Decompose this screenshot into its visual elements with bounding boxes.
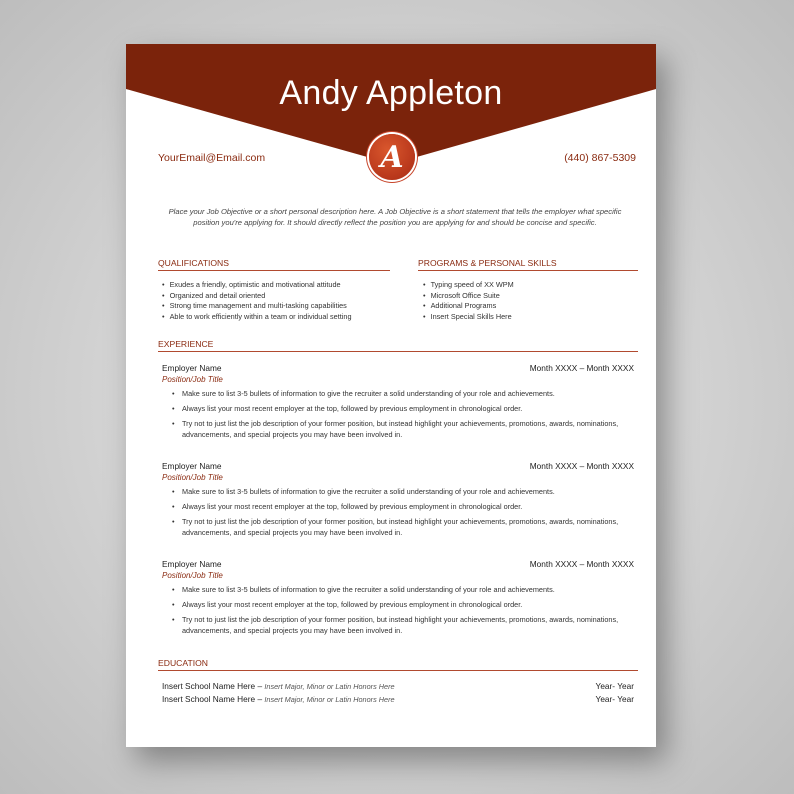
list-item: • Try not to just list the job description of your former position, but instead highlight your achievements, promotions, awards, nominations, advancements, and special projects you may have been involved in. (162, 517, 634, 538)
major: Insert Major, Minor or Latin Honors Here (264, 695, 395, 704)
list-item: • Always list your most recent employer at the top, followed by previous employment in chronological order. (162, 502, 634, 513)
employer-name: Employer Name (162, 461, 222, 471)
employer-name: Employer Name (162, 559, 222, 569)
school-name: Insert School Name Here (162, 694, 256, 704)
email-address: YourEmail@Email.com (158, 152, 266, 164)
candidate-name: Andy Appleton (279, 74, 503, 112)
monogram-letter: A (380, 139, 404, 175)
list-item: • Additional Programs (423, 301, 638, 312)
list-item: • Try not to just list the job description of your former position, but instead highlight your achievements, promotions, awards, nominations, advancements, and special projects you may have been involved in. (162, 615, 634, 636)
job-entry (162, 363, 634, 445)
education-years: Year- Year (595, 694, 634, 704)
position-title: Position/Job Title (162, 571, 223, 580)
job-entry (162, 559, 634, 641)
list-item: • Able to work efficiently within a team or individual setting (162, 312, 392, 323)
resume-page (126, 44, 656, 747)
list-item: • Always list your most recent employer at the top, followed by previous employment in chronological order. (162, 404, 634, 415)
list-item: • Make sure to list 3-5 bullets of information to give the recruiter a solid understanding of your role and achievements. (162, 487, 634, 498)
job-bullets (162, 487, 634, 538)
employer-name: Employer Name (162, 363, 222, 373)
phone-number: (440) 867-5309 (564, 152, 636, 164)
position-title: Position/Job Title (162, 473, 223, 482)
separator: – (255, 681, 265, 691)
list-item: • Make sure to list 3-5 bullets of information to give the recruiter a solid understanding of your role and achievements. (162, 585, 634, 596)
list-item: • Try not to just list the job description of your former position, but instead highlight your achievements, promotions, awards, nominations, advancements, and special projects you may have been involved in. (162, 419, 634, 440)
school-name: Insert School Name Here (162, 681, 256, 691)
education-row (162, 681, 634, 694)
list-item: • Typing speed of XX WPM (423, 280, 638, 291)
list-item: • Microsoft Office Suite (423, 291, 638, 302)
list-item: • Strong time management and multi-tasking capabilities (162, 301, 392, 312)
education-heading: EDUCATION (158, 658, 638, 671)
job-entry (162, 461, 634, 543)
list-item: • Insert Special Skills Here (423, 312, 638, 323)
list-item: • Organized and detail oriented (162, 291, 392, 302)
job-objective: Place your Job Objective or a short personal description here. A Job Objective is a short statement that tells the employer what specific position you're applying for. It should directly reflect the position you are applying for and should be concise and specific. (168, 207, 622, 227)
skills-heading: PROGRAMS & PERSONAL SKILLS (418, 258, 638, 271)
qualifications-heading: QUALIFICATIONS (158, 258, 390, 271)
list-item: • Always list your most recent employer at the top, followed by previous employment in chronological order. (162, 600, 634, 611)
job-bullets (162, 389, 634, 440)
position-title: Position/Job Title (162, 375, 223, 384)
education-row (162, 694, 634, 707)
employment-dates: Month XXXX – Month XXXX (529, 461, 634, 471)
skills-list (423, 280, 638, 322)
major: Insert Major, Minor or Latin Honors Here (264, 682, 395, 691)
experience-heading: EXPERIENCE (158, 339, 638, 352)
monogram-logo (369, 134, 415, 180)
list-item: • Exudes a friendly, optimistic and motivational attitude (162, 280, 392, 291)
employment-dates: Month XXXX – Month XXXX (529, 559, 634, 569)
separator: – (255, 694, 265, 704)
list-item: • Make sure to list 3-5 bullets of information to give the recruiter a solid understanding of your role and achievements. (162, 389, 634, 400)
employment-dates: Month XXXX – Month XXXX (529, 363, 634, 373)
qualifications-list (162, 280, 392, 322)
job-bullets (162, 585, 634, 636)
education-years: Year- Year (595, 681, 634, 691)
